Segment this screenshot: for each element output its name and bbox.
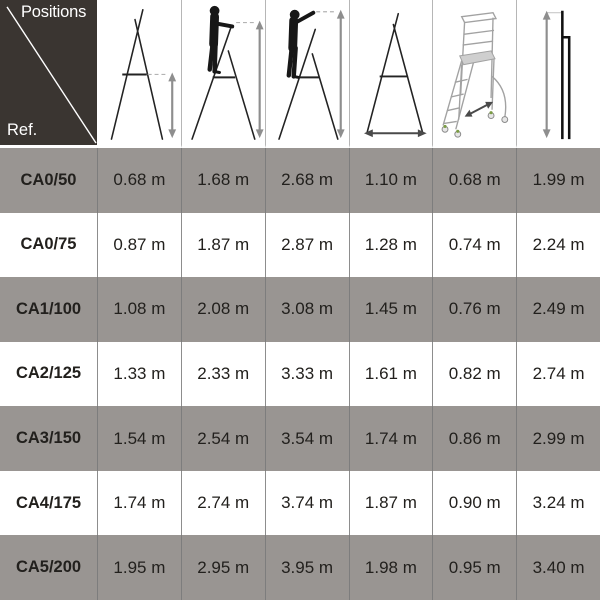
row-ref: CA2/125 <box>0 342 97 407</box>
value-cell: 0.95 m <box>432 535 516 600</box>
column-header-base-width <box>349 0 433 148</box>
value-cell: 1.68 m <box>181 148 265 213</box>
row-ref: CA0/50 <box>0 148 97 213</box>
value-cell: 1.45 m <box>349 277 433 342</box>
value-cell: 0.82 m <box>432 342 516 407</box>
value-cell: 3.24 m <box>516 471 600 536</box>
value-cell: 1.74 m <box>349 406 433 471</box>
value-cell: 0.68 m <box>97 148 181 213</box>
value-cell: 3.95 m <box>265 535 349 600</box>
person-on-stepladder-reach-height-icon <box>266 0 349 145</box>
value-cell: 0.87 m <box>97 213 181 278</box>
row-ref: CA3/150 <box>0 406 97 471</box>
value-cell: 0.76 m <box>432 277 516 342</box>
value-cell: 1.87 m <box>349 471 433 536</box>
header-corner-cell <box>0 0 97 148</box>
value-cell: 0.74 m <box>432 213 516 278</box>
row-ref: CA4/175 <box>0 471 97 536</box>
value-cell: 2.49 m <box>516 277 600 342</box>
value-cell: 1.54 m <box>97 406 181 471</box>
column-header-folded-height <box>516 0 600 148</box>
stepladder-platform-height-icon <box>97 0 181 145</box>
value-cell: 2.87 m <box>265 213 349 278</box>
value-cell: 2.24 m <box>516 213 600 278</box>
value-cell: 2.08 m <box>181 277 265 342</box>
ref-label: Ref. <box>7 121 38 139</box>
value-cell: 2.74 m <box>516 342 600 407</box>
value-cell: 2.99 m <box>516 406 600 471</box>
value-cell: 1.87 m <box>181 213 265 278</box>
value-cell: 0.68 m <box>432 148 516 213</box>
row-ref: CA1/100 <box>0 277 97 342</box>
column-header-reach-height <box>265 0 349 148</box>
column-header-standing-height <box>181 0 265 148</box>
value-cell: 2.68 m <box>265 148 349 213</box>
mobile-platform-ladder-icon <box>433 0 516 145</box>
value-cell: 2.54 m <box>181 406 265 471</box>
value-cell: 3.33 m <box>265 342 349 407</box>
value-cell: 1.33 m <box>97 342 181 407</box>
value-cell: 1.08 m <box>97 277 181 342</box>
value-cell: 1.98 m <box>349 535 433 600</box>
stepladder-base-width-icon <box>350 0 433 145</box>
row-ref: CA0/75 <box>0 213 97 278</box>
value-cell: 2.33 m <box>181 342 265 407</box>
row-ref: CA5/200 <box>0 535 97 600</box>
value-cell: 2.74 m <box>181 471 265 536</box>
value-cell: 2.95 m <box>181 535 265 600</box>
value-cell: 3.40 m <box>516 535 600 600</box>
value-cell: 0.86 m <box>432 406 516 471</box>
positions-label: Positions <box>21 3 87 21</box>
value-cell: 1.61 m <box>349 342 433 407</box>
column-header-platform-height <box>97 0 181 148</box>
value-cell: 1.28 m <box>349 213 433 278</box>
value-cell: 1.99 m <box>516 148 600 213</box>
value-cell: 0.90 m <box>432 471 516 536</box>
value-cell: 3.54 m <box>265 406 349 471</box>
value-cell: 1.95 m <box>97 535 181 600</box>
folded-ladder-height-icon <box>517 0 600 145</box>
value-cell: 1.10 m <box>349 148 433 213</box>
column-header-platform-ladder <box>432 0 516 148</box>
value-cell: 3.74 m <box>265 471 349 536</box>
person-on-stepladder-standing-height-icon <box>182 0 265 145</box>
value-cell: 1.74 m <box>97 471 181 536</box>
value-cell: 3.08 m <box>265 277 349 342</box>
